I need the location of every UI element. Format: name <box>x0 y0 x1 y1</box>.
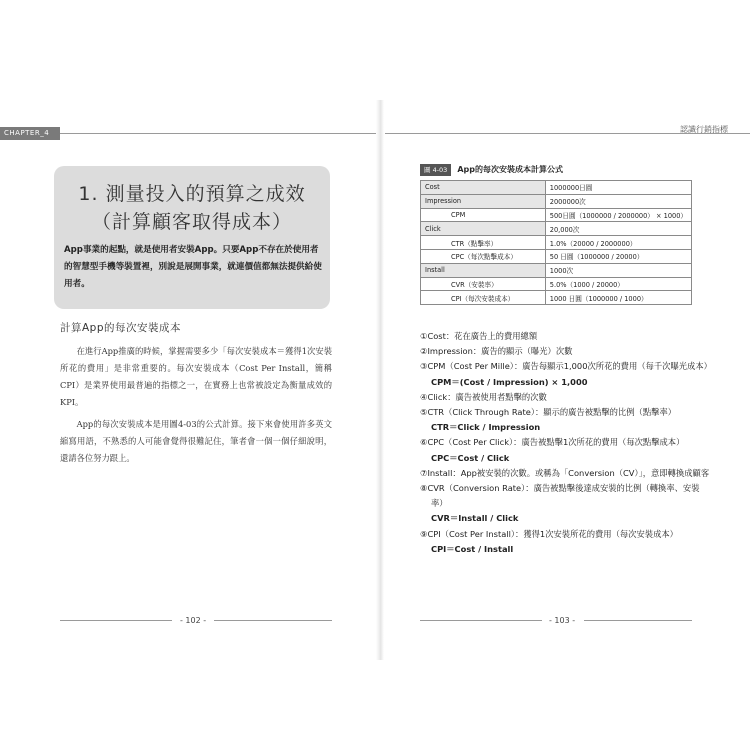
table-cell-value: 1.0%（20000 / 2000000） <box>545 236 691 250</box>
table-cell-value: 1000次 <box>545 263 691 277</box>
table-cell-label: CVR（安裝率） <box>421 277 546 291</box>
table-cell-value: 2000000次 <box>545 194 691 208</box>
figure-title: App的每次安裝成本計算公式 <box>457 165 563 174</box>
footer-rule <box>60 620 172 621</box>
body-paragraph: 在進行App推廣的時候，掌握需要多少「每次安裝成本＝獲得1次安裝所花的費用」是非常重要的。每次安裝成本（Cost Per Install，簡稱CPI）是業界使用最普遍的指標之一，在實務上也常被設定為衡量成效的KPI。 <box>60 346 332 407</box>
definition-item: ①Cost：花在廣告上的費用總額 <box>420 331 538 341</box>
table-row <box>421 208 692 222</box>
page-number-right: - 103 - <box>549 616 576 625</box>
definition-formula: CVR＝Install / Click <box>431 513 519 524</box>
definition-item: ②Impression：廣告的顯示（曝光）次數 <box>420 346 573 357</box>
figure-tag: 圖 4-03 <box>420 164 451 176</box>
table-cell-label: CTR（點擊率） <box>421 236 546 250</box>
chapter-tab: CHAPTER_4 <box>0 127 60 140</box>
table-row <box>421 277 692 291</box>
header-rule-left <box>60 133 378 134</box>
table-cell-label: Click <box>421 222 546 236</box>
section-title-line1: 1. 測量投入的預算之成效 <box>78 183 306 205</box>
book-gutter <box>376 100 384 660</box>
section-title-line2: （計算顧客取得成本） <box>91 211 292 233</box>
table-cell-label: CPI（每次安裝成本） <box>421 291 546 305</box>
table-row <box>421 263 692 277</box>
footer-rule <box>214 620 332 621</box>
table-cell-value: 20,000次 <box>545 222 691 236</box>
table-row <box>421 194 692 208</box>
definition-item: ⑦Install：App被安裝的次數。或稱為「Conversion（CV）」，意即轉換成顧客 <box>420 467 710 478</box>
table-cell-value: 5.0%（1000 / 20000） <box>545 277 691 291</box>
table-row <box>421 181 692 195</box>
table-cell-value: 50 日圓（1000000 / 20000） <box>545 249 691 263</box>
figure-caption <box>420 164 563 176</box>
table-cell-value: 1000000日圓 <box>545 181 691 195</box>
running-head: 認識行銷指標 <box>680 125 728 134</box>
table-cell-label: Cost <box>421 181 546 195</box>
table-cell-value: 500日圓（1000000 / 2000000） × 1000） <box>545 208 691 222</box>
section-lead: App事業的起點，就是使用者安裝App。只要App不存在於使用者的智慧型手機等裝置裡，別說是展開事業，就連價值都無法提供給使用者。 <box>64 245 322 289</box>
table-row <box>421 236 692 250</box>
definition-formula: CPI＝Cost / Install <box>431 543 514 554</box>
definition-item: ⑤CTR（Click Through Rate）：顯示的廣告被點擊的比例（點擊率） <box>420 407 677 418</box>
table-cell-label: CPM <box>421 208 546 222</box>
table-cell-value: 1000 日圓（1000000 / 1000） <box>545 291 691 305</box>
definition-list <box>420 329 710 557</box>
definition-formula: CTR＝Click / Impression <box>431 422 541 433</box>
definition-item: ⑧CVR（Conversion Rate）：廣告被點擊後達成安裝的比例（轉換率、安裝率） <box>420 483 700 509</box>
table-row <box>421 222 692 236</box>
sub-heading: 計算App的每次安裝成本 <box>60 322 182 334</box>
table-cell-label: Install <box>421 263 546 277</box>
body-paragraph: App的每次安裝成本是用圖4-03的公式計算。接下來會使用許多英文縮寫用語，不熟悉的人可能會覺得很難記住，筆者會一個一個仔細說明，還請各位努力跟上。 <box>60 419 332 463</box>
footer-rule <box>584 620 692 621</box>
table-cell-label: CPC（每次點擊成本） <box>421 249 546 263</box>
table-row <box>421 291 692 305</box>
cost-table <box>420 180 692 305</box>
footer-rule <box>420 620 542 621</box>
definition-formula: CPC＝Cost / Click <box>431 452 510 463</box>
definition-item: ④Click：廣告被使用者點擊的次數 <box>420 391 547 402</box>
table-row <box>421 249 692 263</box>
definition-item: ③CPM（Cost Per Mille）：廣告每顯示1,000次所花的費用（每千次曝光成本） <box>420 361 712 372</box>
section-title <box>54 180 330 236</box>
definition-item: ⑨CPI（Cost Per Install）：獲得1次安裝所花的費用（每次安裝成本） <box>420 528 678 539</box>
section-box <box>54 166 330 309</box>
definition-formula: CPM＝(Cost / Impression) × 1,000 <box>431 376 588 387</box>
definition-item: ⑥CPC（Cost Per Click）：廣告被點擊1次所花的費用（每次點擊成本） <box>420 437 685 448</box>
page-number-left: - 102 - <box>180 616 207 625</box>
table-cell-label: Impression <box>421 194 546 208</box>
